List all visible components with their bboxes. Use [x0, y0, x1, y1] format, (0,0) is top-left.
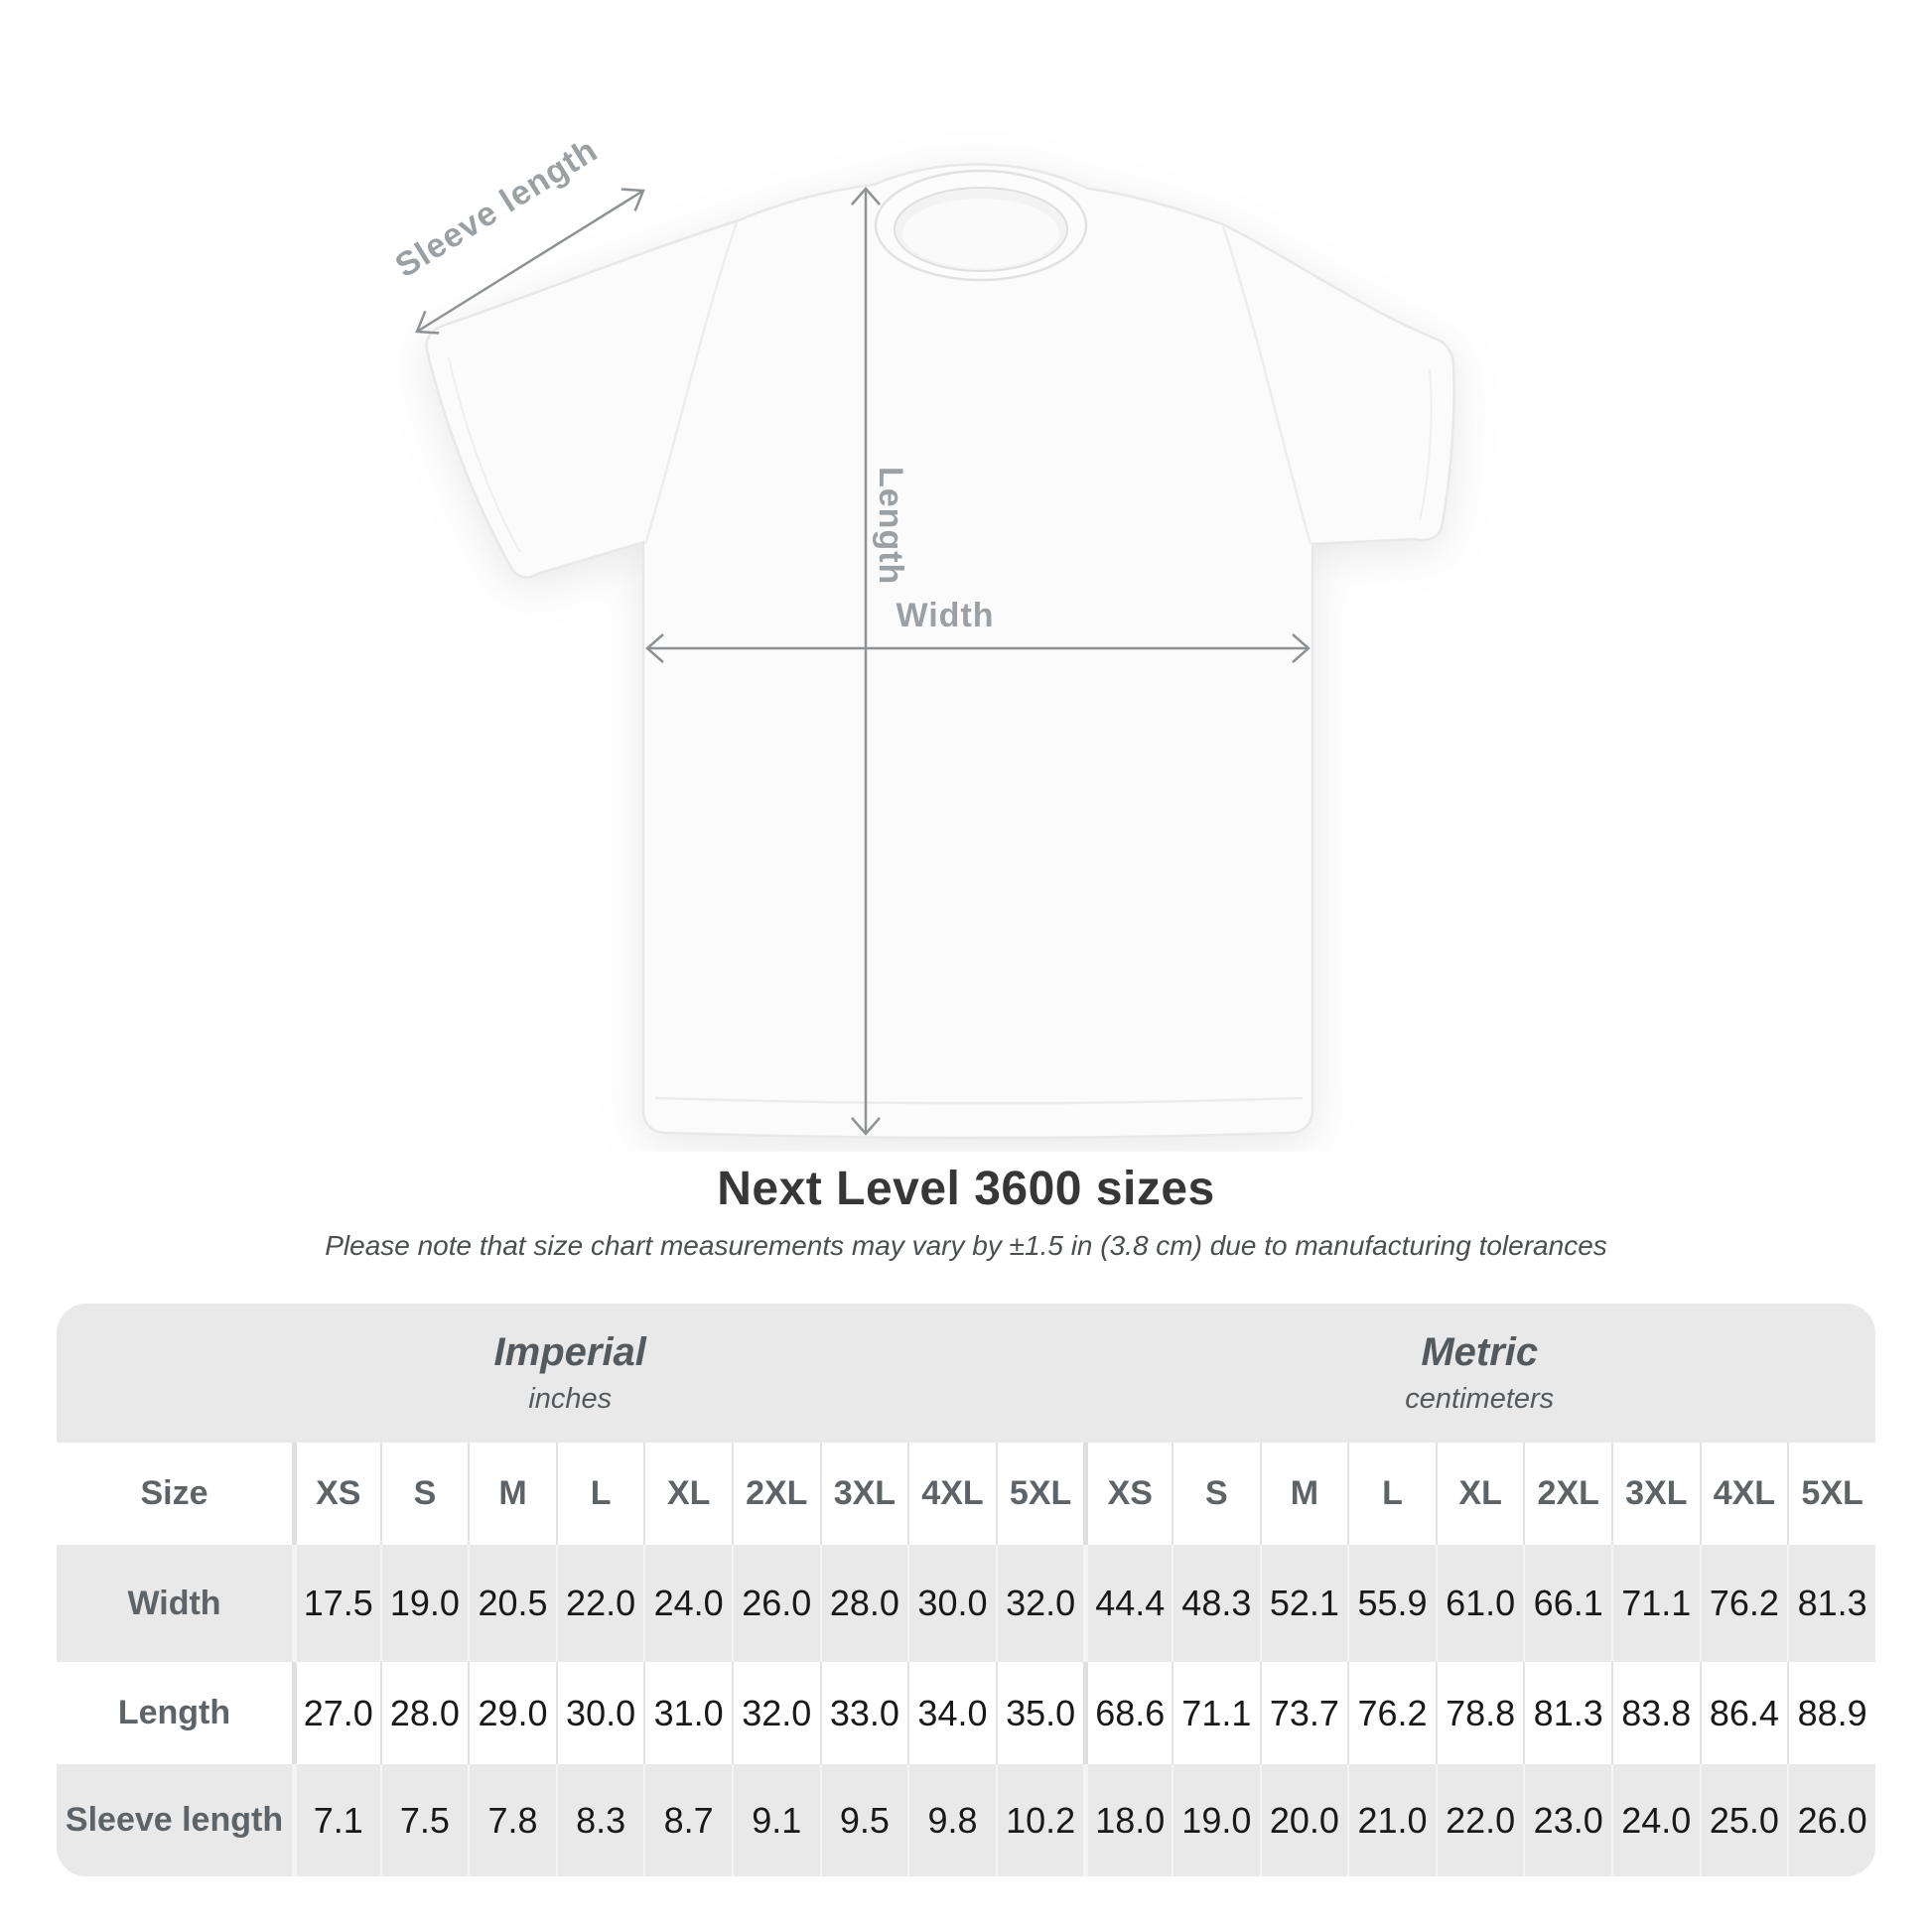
length-label: Length [872, 467, 909, 586]
size-value-cell: 48.3 [1172, 1545, 1260, 1662]
size-value-cell: 24.0 [1611, 1764, 1700, 1876]
size-value-cell: 35.0 [996, 1662, 1084, 1764]
size-value-cell: 78.8 [1436, 1662, 1524, 1764]
size-value-cell: 19.0 [1172, 1764, 1260, 1876]
size-value-cell: 71.1 [1172, 1662, 1260, 1764]
row-label: Width [57, 1545, 292, 1662]
sleeve-length-label: Sleeve length [388, 131, 605, 286]
size-chart-subtitle: Please note that size chart measurements may vary by ±1.5 in (3.8 cm) due to manufacturing tolerances [325, 1230, 1607, 1261]
size-value-cell: 26.0 [1787, 1764, 1875, 1876]
imperial-label: Imperial [493, 1330, 646, 1374]
size-value-cell: 9.8 [907, 1764, 996, 1876]
row-label: Sleeve length [57, 1764, 292, 1876]
size-value-cell: 8.7 [643, 1764, 732, 1876]
size-value-cell: 81.3 [1523, 1662, 1611, 1764]
table-row [57, 1545, 1875, 1662]
size-value-cell: 18.0 [1083, 1764, 1172, 1876]
size-value-cell: 25.0 [1700, 1764, 1788, 1876]
size-value-cell: 24.0 [643, 1545, 732, 1662]
size-column-header: XS [292, 1443, 380, 1545]
size-column-header: L [556, 1443, 644, 1545]
size-value-cell: 17.5 [292, 1545, 380, 1662]
table-row [57, 1764, 1875, 1876]
size-value-cell: 76.2 [1700, 1545, 1788, 1662]
size-value-cell: 32.0 [732, 1662, 820, 1764]
size-column-header: S [380, 1443, 469, 1545]
size-value-cell: 33.0 [820, 1662, 908, 1764]
size-column-header: 4XL [1700, 1443, 1788, 1545]
size-chart-title: Next Level 3600 sizes [717, 1163, 1215, 1215]
size-value-cell: 20.0 [1260, 1764, 1348, 1876]
size-value-cell: 26.0 [732, 1545, 820, 1662]
size-value-cell: 27.0 [292, 1662, 380, 1764]
size-value-cell: 88.9 [1787, 1662, 1875, 1764]
size-value-cell: 86.4 [1700, 1662, 1788, 1764]
size-value-cell: 9.1 [732, 1764, 820, 1876]
size-value-cell: 32.0 [996, 1545, 1084, 1662]
size-value-cell: 22.0 [556, 1545, 644, 1662]
size-column-header: M [468, 1443, 556, 1545]
title-area [0, 1162, 1932, 1262]
collar [876, 171, 1086, 280]
size-column-header: 2XL [732, 1443, 820, 1545]
size-value-cell: 29.0 [468, 1662, 556, 1764]
size-table-container [57, 1304, 1875, 1876]
size-header-row [57, 1443, 1875, 1545]
size-value-cell: 34.0 [907, 1662, 996, 1764]
size-value-cell: 76.2 [1347, 1662, 1436, 1764]
unit-header-imperial [57, 1304, 1083, 1443]
size-column-header: L [1347, 1443, 1436, 1545]
size-value-cell: 44.4 [1083, 1545, 1172, 1662]
size-column-header: XS [1083, 1443, 1172, 1545]
size-value-cell: 22.0 [1436, 1764, 1524, 1876]
size-value-cell: 28.0 [380, 1662, 469, 1764]
size-corner-label: Size [57, 1443, 292, 1545]
size-value-cell: 52.1 [1260, 1545, 1348, 1662]
width-label: Width [896, 597, 995, 634]
size-column-header: S [1172, 1443, 1260, 1545]
size-value-cell: 8.3 [556, 1764, 644, 1876]
size-column-header: XL [643, 1443, 732, 1545]
size-table [57, 1304, 1875, 1876]
tshirt-body [427, 164, 1454, 1138]
size-value-cell: 31.0 [643, 1662, 732, 1764]
size-value-cell: 7.1 [292, 1764, 380, 1876]
size-value-cell: 20.5 [468, 1545, 556, 1662]
size-column-header: XL [1436, 1443, 1524, 1545]
size-value-cell: 19.0 [380, 1545, 469, 1662]
size-column-header: 5XL [1787, 1443, 1875, 1545]
size-column-header: 4XL [907, 1443, 996, 1545]
metric-sublabel: centimeters [1405, 1383, 1555, 1415]
size-column-header: 2XL [1523, 1443, 1611, 1545]
size-value-cell: 23.0 [1523, 1764, 1611, 1876]
size-value-cell: 30.0 [556, 1662, 644, 1764]
row-label: Length [57, 1662, 292, 1764]
size-value-cell: 83.8 [1611, 1662, 1700, 1764]
size-value-cell: 7.5 [380, 1764, 469, 1876]
table-row [57, 1662, 1875, 1764]
size-value-cell: 28.0 [820, 1545, 908, 1662]
size-column-header: 5XL [996, 1443, 1084, 1545]
size-column-header: 3XL [820, 1443, 908, 1545]
size-value-cell: 10.2 [996, 1764, 1084, 1876]
size-value-cell: 66.1 [1523, 1545, 1611, 1662]
size-value-cell: 73.7 [1260, 1662, 1348, 1764]
size-value-cell: 61.0 [1436, 1545, 1524, 1662]
size-column-header: 3XL [1611, 1443, 1700, 1545]
size-value-cell: 30.0 [907, 1545, 996, 1662]
size-value-cell: 55.9 [1347, 1545, 1436, 1662]
size-value-cell: 68.6 [1083, 1662, 1172, 1764]
size-value-cell: 81.3 [1787, 1545, 1875, 1662]
size-column-header: M [1260, 1443, 1348, 1545]
size-value-cell: 7.8 [468, 1764, 556, 1876]
imperial-sublabel: inches [528, 1383, 613, 1415]
metric-label: Metric [1421, 1330, 1539, 1374]
size-value-cell: 21.0 [1347, 1764, 1436, 1876]
size-value-cell: 71.1 [1611, 1545, 1700, 1662]
size-value-cell: 9.5 [820, 1764, 908, 1876]
unit-header-row [57, 1304, 1875, 1443]
unit-header-metric [1083, 1304, 1875, 1443]
